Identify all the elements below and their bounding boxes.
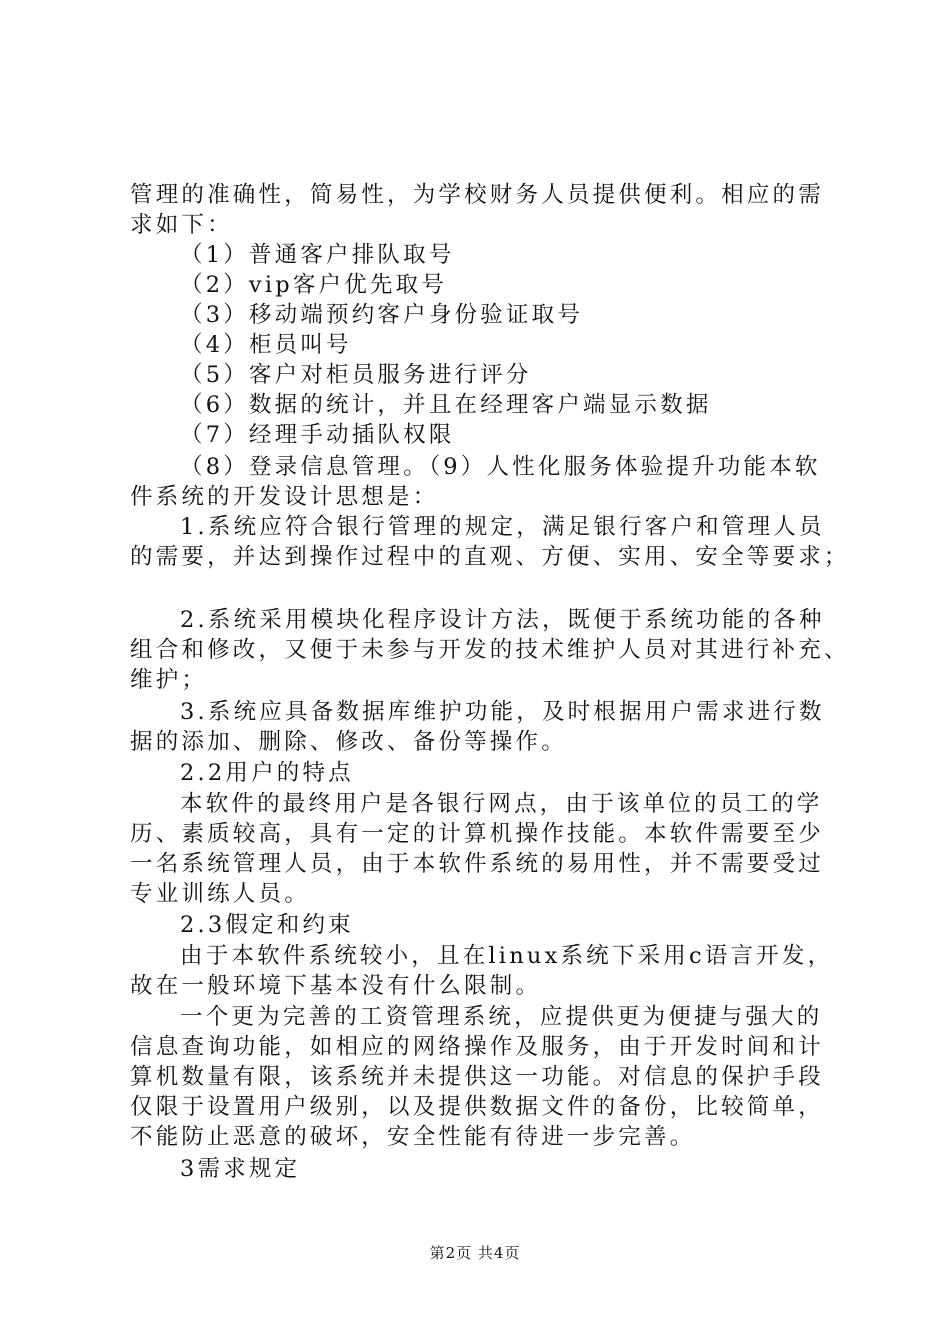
list-item: （3）移动端预约客户身份验证取号 — [180, 302, 584, 328]
section-heading: 2.2用户的特点 — [180, 760, 354, 786]
body-line: 由于本软件系统较小，且在linux系统下采用c语言开发， — [180, 943, 834, 969]
body-line: 维护； — [130, 667, 208, 693]
body-line: 算机数量有限，该系统并未提供这一功能。对信息的保护手段 — [130, 1064, 824, 1090]
body-line: （8）登录信息管理。（9）人性化服务体验提升功能本软 — [180, 454, 821, 480]
body-line: 1.系统应符合银行管理的规定，满足银行客户和管理人员 — [180, 514, 825, 540]
section-heading: 3需求规定 — [180, 1156, 301, 1182]
list-item: （4）柜员叫号 — [180, 332, 352, 358]
body-line: 件系统的开发设计思想是： — [130, 484, 439, 510]
body-line: 3.系统应具备数据库维护功能，及时根据用户需求进行数 — [180, 699, 825, 725]
page-number-footer: 第2页 共4页 — [429, 1244, 521, 1262]
body-line: 一名系统管理人员，由于本软件系统的易用性，并不需要受过 — [130, 851, 824, 877]
body-line: 管理的准确性，简易性，为学校财务人员提供便利。相应的需 — [130, 182, 824, 208]
body-line: 不能防止恶意的破坏，安全性能有待进一步完善。 — [130, 1124, 696, 1150]
list-item: （7）经理手动插队权限 — [180, 422, 455, 448]
list-item: （2）vip客户优先取号 — [180, 272, 448, 298]
body-line: 2.系统采用模块化程序设计方法，既便于系统功能的各种 — [180, 607, 825, 633]
list-item: （1）普通客户排队取号 — [180, 242, 455, 268]
body-line: 历、素质较高，具有一定的计算机操作技能。本软件需要至少 — [130, 821, 824, 847]
body-line: 专业训练人员。 — [130, 881, 310, 907]
section-heading: 2.3假定和约束 — [180, 912, 354, 938]
body-line: 信息查询功能，如相应的网络操作及服务，由于开发时间和计 — [130, 1034, 824, 1060]
body-line: 的需要，并达到操作过程中的直观、方便、实用、安全等要求； — [130, 544, 850, 570]
list-item: （6）数据的统计，并且在经理客户端显示数据 — [180, 392, 712, 418]
body-line: 本软件的最终用户是各银行网点，由于该单位的员工的学 — [180, 791, 823, 817]
body-line: 仅限于设置用户级别，以及提供数据文件的备份，比较简单， — [130, 1094, 824, 1120]
list-item: （5）客户对柜员服务进行评分 — [180, 362, 532, 388]
body-line: 故在一般环境下基本没有什么限制。 — [130, 973, 542, 999]
body-line: 一个更为完善的工资管理系统，应提供更为便捷与强大的 — [180, 1004, 823, 1030]
body-line: 据的添加、删除、修改、备份等操作。 — [130, 729, 567, 755]
body-line: 组合和修改，又便于未参与开发的技术维护人员对其进行补充、 — [130, 637, 850, 663]
body-line: 求如下： — [130, 212, 233, 238]
